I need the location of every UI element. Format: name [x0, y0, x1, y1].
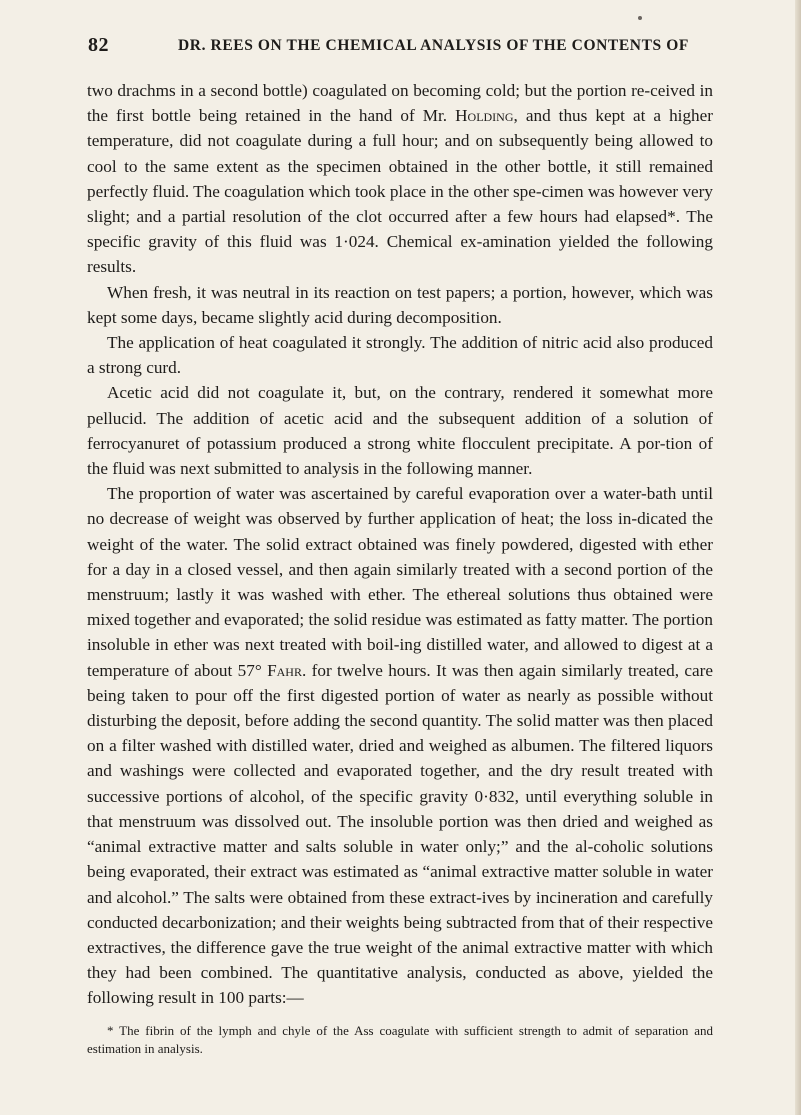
- paragraph-3: [87, 330, 713, 380]
- page-edge-shadow: [795, 0, 801, 1115]
- running-head: DR. REES ON THE CHEMICAL ANALYSIS OF THE CONTENTS OF: [178, 37, 689, 54]
- author-name-holding: Holding: [455, 106, 514, 126]
- text-segment: When fresh, it was neutral in its reaction on test papers; a portion, however, which was kept some days, became slightly acid during decomposition.: [87, 282, 713, 327]
- paragraph-5: [87, 481, 713, 1010]
- text-segment: The application of heat coagulated it strongly. The addition of nitric acid also produced a strong curd.: [87, 333, 713, 378]
- body-text: [87, 78, 713, 1011]
- paragraph-4: [87, 380, 713, 481]
- paragraph-1: [87, 78, 713, 280]
- text-segment: Acetic acid did not coagulate it, but, on the contrary, rendered it somewhat more pellucid. The addition of acetic acid and the subsequent addition of a solution of ferrocyanuret of potassium produced a strong white flocculent precipitate. A por-tion of the fluid was next submitted to analysis in the following manner.: [87, 383, 713, 479]
- paragraph-2: [87, 280, 713, 330]
- text-segment: The proportion of water was ascertained by careful evaporation over a water-bath until no decrease of weight was observed by further application of heat; the loss in-dicated the weight of the water. The solid extract obtained was finely powdered, digested with ether for a day in a closed vessel, and then again similarly treated with a second portion of the menstruum; lastly it was washed with ether. The ethereal solutions thus obtained were mixed together and evaporated; the solid residue was estimated as fatty matter. The portion insoluble in ether was next treated with boil-ing distilled water, and allowed to digest at a temperature of about 57°: [87, 484, 713, 680]
- text-segment: two drachms in a second bottle) coagulated on becoming cold; but the portion re-ceived in the first bottle being retained in the hand of Mr.: [87, 81, 713, 126]
- text-segment: for twelve hours. It was then again similarly treated, care being taken to pour off the first digested portion of water as nearly as possible without disturbing the deposit, before adding the second quantity. The solid matter was then placed on a filter washed with distilled water, dried and weighed as albumen. The filtered liquors and washings were collected and evaporated together, and the dry result treated with successive portions of alcohol, of the specific gravity 0·832, until everything soluble in that menstruum was dissolved out. The insoluble portion was then dried and weighed as “animal extractive matter and salts soluble in water only;” and the al-coholic solutions being evaporated, their extract was estimated as “animal extractive matter soluble in water and alcohol.” The salts were obtained from these extract-ives by incineration and carefully conducted decarbonization; and their weights being subtracted from that of their respective extractives, the difference gave the true weight of the animal extractive matter with which they had been combined. The quantitative analysis, conducted as above, yielded the following result in 100 parts:—: [87, 660, 713, 1008]
- page-number: 82: [88, 34, 109, 56]
- text-segment: , and thus kept at a higher temperature, did not coagulate during a full hour; and on subsequently being allowed to cool to the same extent as the specimen obtained in the other bottle, it still remained perfectly fluid. The coagulation which took place in the other spe-cimen was however very slight; and a partial resolution of the clot occurred after a few hours had elapsed*. The specific gravity of this fluid was 1·024. Chemical ex-amination yielded the following results.: [87, 106, 713, 277]
- fahrenheit-abbrev: Fahr.: [267, 660, 307, 680]
- page-header: [0, 30, 801, 60]
- footnote-text: * The fibrin of the lymph and chyle of the Ass coagulate with sufficient strength to admit of separation and estimation in analysis.: [87, 1023, 713, 1056]
- footnote: [87, 1022, 713, 1058]
- ink-speck: [638, 16, 642, 20]
